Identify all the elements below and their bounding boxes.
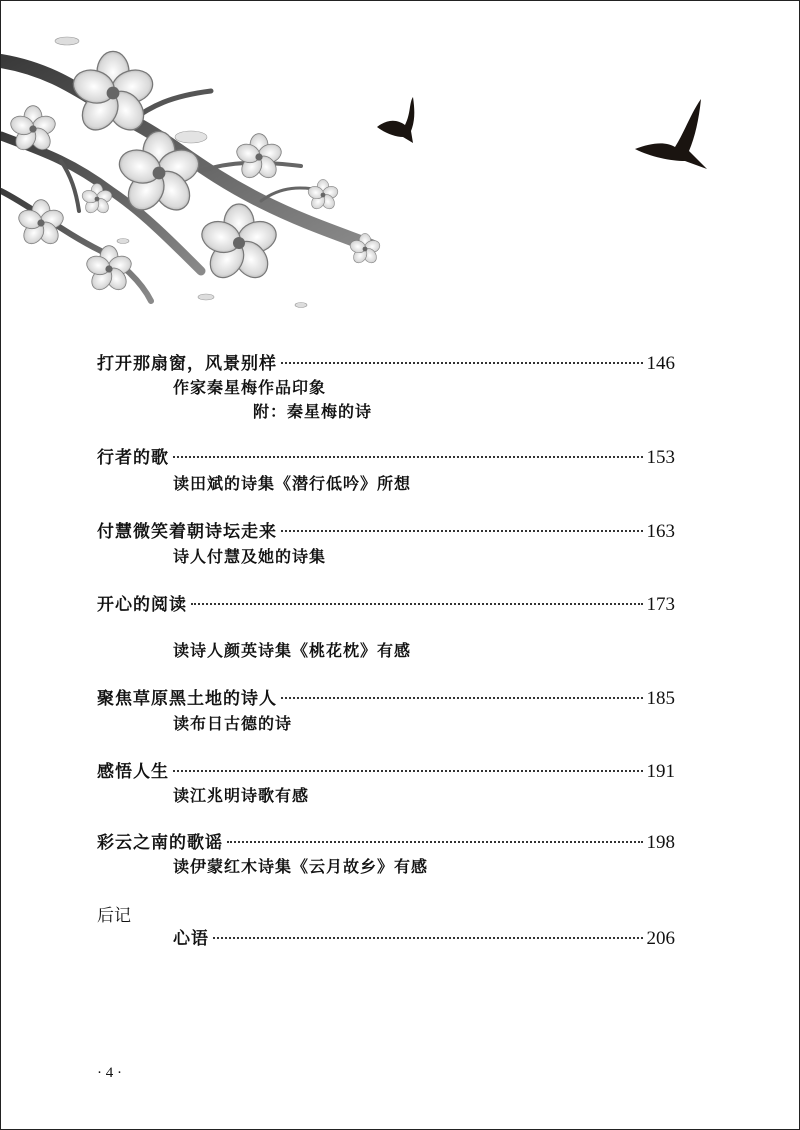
toc-entry-afterword[interactable] [173,924,675,950]
toc-entry-title: 付慧微笑着朝诗坛走来 [97,522,277,542]
dot-leader [227,841,643,843]
toc-entry-title: 彩云之南的歌谣 [97,833,223,853]
dot-leader [213,937,643,939]
page-number: · 4 · [97,1065,122,1081]
toc-entry-7[interactable] [97,828,675,854]
afterword-heading[interactable]: 后记 [97,906,131,926]
toc-entry-1[interactable] [97,349,675,375]
dot-leader [173,770,643,772]
dot-leader [281,697,643,699]
toc-entry-page: 146 [646,353,675,374]
toc-entry-6[interactable] [97,757,675,783]
dot-leader [281,530,643,532]
toc-entry-page: 191 [646,761,675,782]
toc-entry-3[interactable] [97,517,675,543]
toc-entry-subtitle: 读布日古德的诗 [173,714,293,733]
toc-entry-title: 感悟人生 [97,762,169,782]
toc-entry-subtitle: 诗人付慧及她的诗集 [173,547,327,566]
toc-entry-title: 心语 [173,929,209,949]
toc-entry-page: 185 [646,688,675,709]
toc-entry-title: 聚焦草原黑土地的诗人 [97,689,277,709]
toc-entry-page: 206 [646,928,675,949]
dot-leader [281,362,643,364]
toc-entry-4[interactable] [97,590,675,616]
toc-entry-subtitle: 作家秦星梅作品印象 [173,378,327,397]
toc-entry-page: 163 [646,521,675,542]
toc-entry-title: 开心的阅读 [97,595,187,615]
bird-right-icon [635,99,707,169]
toc-entry-page: 173 [646,594,675,615]
toc-entry-subtitle: 读伊蒙红木诗集《云月故乡》有感 [173,857,429,876]
dot-leader [173,456,643,458]
toc-entry-subtitle: 读江兆明诗歌有感 [173,786,310,805]
toc-entry-subtitle: 读田斌的诗集《潜行低吟》所想 [173,474,412,493]
toc-entry-subtitle: 读诗人颜英诗集《桃花枕》有感 [173,641,412,660]
toc-entry-subtitle: 附：秦星梅的诗 [253,402,373,421]
dot-leader [191,603,643,605]
toc-entry-title: 行者的歌 [97,448,169,468]
toc-entry-2[interactable] [97,443,675,469]
toc-entry-page: 153 [646,447,675,468]
toc-entry-title: 打开那扇窗，风景别样 [97,354,277,374]
toc-entry-5[interactable] [97,684,675,710]
toc-entry-page: 198 [646,832,675,853]
plum-blossom-illustration [1,1,800,321]
bird-left-icon [377,97,414,143]
